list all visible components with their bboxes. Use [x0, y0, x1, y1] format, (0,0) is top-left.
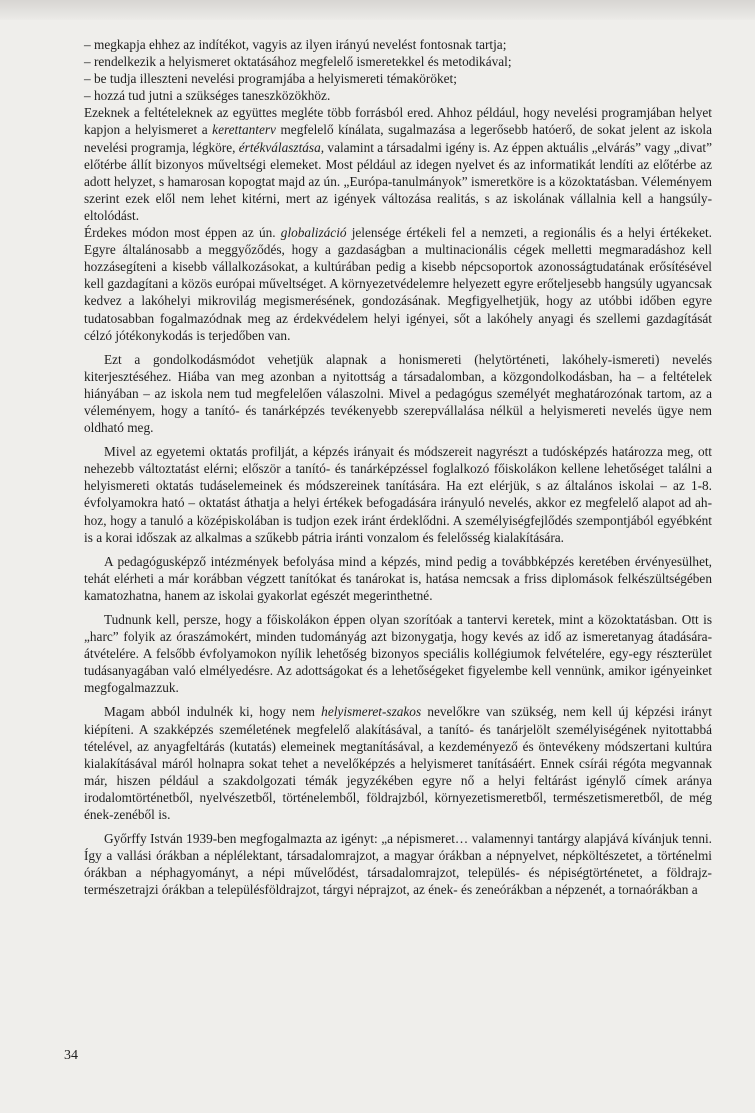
text-run: jelensége értékeli fel a nemzeti, a regionális és a helyi értékeket. Egyre általánosabb a meggyőződés, hogy a gazdaságban a multinacionális cégek melletti megmaradáshoz kell hozzásegíteni a kisebb vállalkozásokat, a kultúrában pedig a kisebb népcsoportok azonosságtudatának erősítésével kell gazdagítani a közös európai műveltséget. A környezetvédelemre helyezett egyre erőteljesebb hangsúly ugyancsak kedvez a lakóhelyi mikrovilág megismerésének, gondozásának. Megfigyelhetjük, hogy az utóbbi időben egyre tudatosabban fogalmazódnak meg az érdekvédelem helyi igényei, sőt a lakóhely anyagi és szellemi gazdagítását célzó jótékonykodás is terjedőben van.: [84, 225, 712, 343]
paragraph-3: Ezt a gondolkodásmódot vehetjük alapnak a honismereti (helytörténeti, lakóhely-ismereti) nevelés kiterjesztéséhez. Hiába van meg azonban a nyitottság a társadalomban, a közgondolkodásban, ha – a feltételek hiányában – az iskola nem tud megfelelően válaszolni. Mivel a pedagógus személyét meghatározónak tartom, az a véleményem, hogy a tanító- és tanárképzés tevékenyebb szerepvállalása nélkül a helyismereti nevelés ügye nem oldható meg.: [84, 351, 712, 436]
text-run: megfelelő kínálata, sugalmazása a legerősebb hatóerő, de sokat jelent az iskola nevelési programja, légköre,: [84, 122, 712, 155]
italic-term: globalizáció: [280, 225, 347, 241]
italic-term: kerettanterv: [212, 122, 276, 138]
text-run: valamint a társadalmi igény is. Az éppen aktuális „elvárás” vagy „divat” előtérbe állít bizonyos műveltségi elemeket. Most például az idegen nyelvet és az informatikát lendíti az előtérbe az adott helyzet, s hamarosan kopogtat majd az ún. „Európa-tanulmányok” ismeretköre is a közoktatásban. Véleményem szerint ezek elől nem lehet kitérni, mert az igények változása realitás, s az iskolának vállalnia kell a hangsúly-eltolódást.: [84, 139, 712, 223]
page-number: 34: [64, 1048, 78, 1063]
italic-term: értékválasztása,: [238, 139, 325, 155]
bullet-item: – megkapja ehhez az indítékot, vagyis az ilyen irányú nevelést fontosnak tartja;: [84, 37, 507, 52]
text-run: Érdekes módon most éppen az ún.: [84, 225, 281, 241]
text-run: nevelőkre van szükség, nem kell új képzési irányt kiépíteni. A szakképzés személetének megfelelő alakításával, a tanító- és tanárjelölt személyiségének nyitottabbá tételével, az anyagfeltárás (kutatás) elemeinek megtanításával, a kezdeményező és öntevékeny módszertani kultúra kialakításával máról holnapra sokat tehet a nevelőképzés a helyismeret tanításáért. Ennek csírái régóta megvannak már, hiszen például a szakdolgozati témák jegyzékében egyre nő a helyi feltárást igénylő címek aránya irodalomtörténetből, nyelvészetből, történelemből, földrajzból, környezetismeretből, természetismeretből, de még ének-zenéből is.: [84, 704, 712, 823]
bullet-item: – be tudja illeszteni nevelési programjába a helyismereti témaköröket;: [84, 71, 457, 87]
paragraph-8: Győrffy István 1939-ben megfogalmazta az igényt: „a népismeret… valamennyi tantárgy alapjává kívánjuk tenni. Így a vallási órákban a néplélektant, társadalomrajzot, a magyar órákban a népnyelvet, népköltészetet, a történelmi órákban a néphagyományt, a népi művelődést, társadalomrajzot, település- és népiségtörténetet, a földrajz-természetrajzi órákban a településföldrajzot, tárgyi néprajzot, az ének- és zeneórákban a népzenét, a tornaórákban a: [84, 831, 712, 898]
paragraph-4: Mivel az egyetemi oktatás profilját, a képzés irányait és módszereit nagyrészt a tudósképzés határozza meg, ott nehezebb változtatást elérni; először a tanító- és tanárképzéssel foglalkozó főiskolákon kellene lehetőséget találni a helyismereti oktatás tudáselemeinek és módszereinek tanítására. Ha ezt elérjük, s az általános iskolai – az 1-8. évfolyamokra ható – oktatást áthatja a helyi értékek befogadására irányuló nevelés, akkor ez megfelelő alapot ad ahhoz, hogy a tanuló a középiskolában is tudjon ezek iránt érdeklődni. A személyiségfejlődés szempontjából egyébként is a korai időszak az alkalmas a szűkebb pátria iránti vonzalom és felelősség kialakítására.: [84, 444, 712, 545]
paragraph-1: [84, 104, 712, 224]
paragraph-6: Tudnunk kell, persze, hogy a főiskolákon éppen olyan szorítóak a tantervi keretek, mint a közoktatásban. Ott is „harc” folyik az óraszámokért, minden tudományág azt bizonygatja, hogy kevés az idő az ismeretanyag átadására-átvételére. A felsőbb évfolyamokon nyílik lehetőség bizonyos speciális kollégiumok felvételére, egy-egy részterület tudásanyagában való elmélyedésre. Az adottságokat és a lehetőségeket figyelembe kell vennünk, amikor igényeinket megfogalmazzuk.: [84, 612, 712, 696]
bullet-item: – rendelkezik a helyismeret oktatásához megfelelő ismeretekkel és metodikával;: [84, 54, 512, 70]
italic-term: helyismeret-szakos: [321, 704, 422, 720]
text-run: Magam abból indulnék ki, hogy nem: [104, 704, 322, 720]
scan-top-band: [0, 0, 755, 20]
paragraph-7: [84, 703, 712, 823]
paragraph-5: A pedagógusképző intézmények befolyása mind a képzés, mind pedig a továbbképzés keretében érvényesülhet, tehát elérheti a már korábban végzett tanítókat és tanárokat is, hatása nemcsak a friss diplomások felkészültségében kamatozhatna, hanem az iskolai gyakorlat egészét megerinthetné.: [84, 553, 712, 603]
body-text: [84, 36, 712, 899]
bullet-item: – hozzá tud jutni a szükséges taneszközökhöz.: [84, 88, 331, 104]
paragraph-2: [84, 224, 712, 344]
text-run: Ezeknek a feltételeknek az együttes megléte több forrásból ered. Ahhoz például, hogy nevelési programjában helyet kapjon a helyismeret a: [84, 105, 712, 138]
